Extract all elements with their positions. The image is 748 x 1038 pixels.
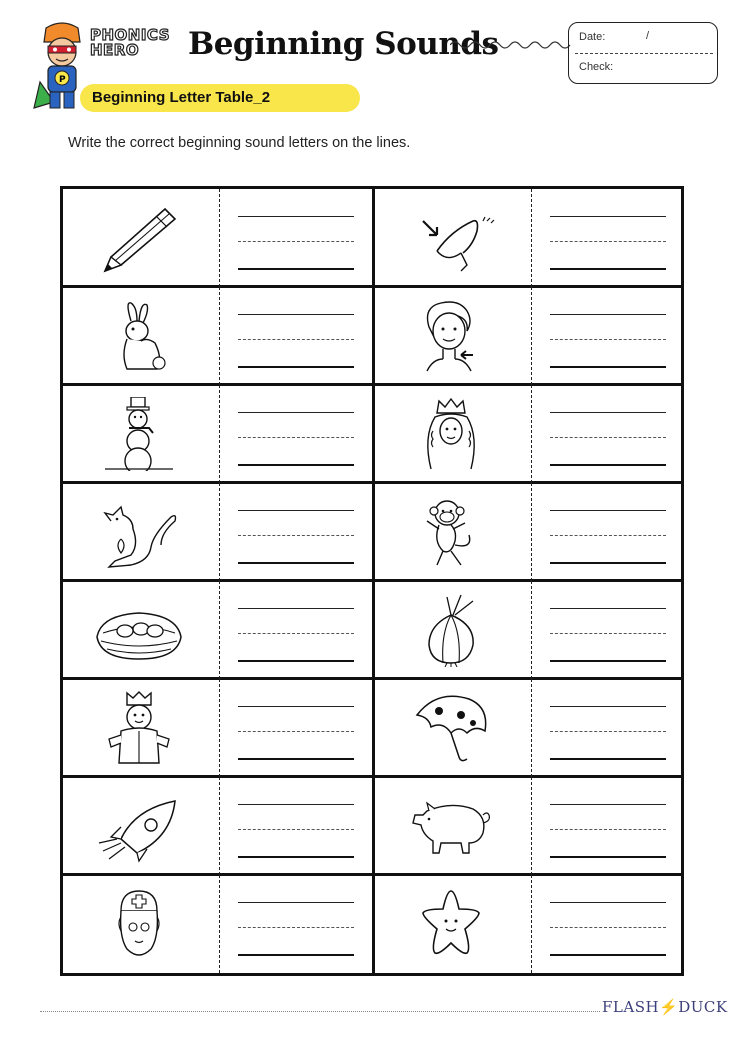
- writing-line[interactable]: [550, 314, 666, 315]
- writing-baseline: [238, 268, 354, 270]
- writing-baseline: [550, 562, 666, 564]
- rabbit-icon: [91, 299, 187, 373]
- writing-guide: [238, 633, 354, 634]
- writing-baseline: [238, 366, 354, 368]
- writing-guide: [238, 535, 354, 536]
- worksheet-cell-star: [375, 875, 684, 973]
- worksheet-cell-onion: [375, 581, 684, 679]
- writing-baseline: [550, 758, 666, 760]
- nurse-icon: [91, 887, 187, 961]
- kangaroo-icon: [91, 495, 187, 569]
- date-label: Date:: [579, 31, 606, 43]
- onion-icon: [403, 593, 499, 667]
- monkey-icon: [403, 495, 499, 569]
- worksheet-cell-rabbit: [63, 287, 372, 385]
- writing-line[interactable]: [550, 706, 666, 707]
- worksheet-cell-nest: [63, 581, 372, 679]
- worksheet-cell-queen: [375, 385, 684, 483]
- writing-line[interactable]: [238, 314, 354, 315]
- snowman-icon: [91, 397, 187, 471]
- cell-divider: [531, 287, 532, 385]
- worksheet-cell-king: [63, 679, 372, 777]
- cell-divider: [219, 679, 220, 777]
- cell-divider: [219, 581, 220, 679]
- writing-guide: [550, 731, 666, 732]
- writing-baseline: [238, 758, 354, 760]
- cell-divider: [219, 189, 220, 287]
- worksheet-cell-monkey: [375, 483, 684, 581]
- writing-line[interactable]: [550, 510, 666, 511]
- writing-baseline: [238, 954, 354, 956]
- cell-divider: [219, 385, 220, 483]
- cell-divider: [531, 875, 532, 973]
- writing-guide: [550, 927, 666, 928]
- cell-divider: [531, 581, 532, 679]
- subtitle-banner-text: Beginning Letter Table_2: [92, 89, 271, 106]
- cell-divider: [531, 483, 532, 581]
- cell-divider: [219, 777, 220, 875]
- brand-line-2: HERO: [90, 41, 140, 59]
- writing-line[interactable]: [238, 412, 354, 413]
- eyebrow-icon: [403, 201, 499, 275]
- writing-guide: [550, 339, 666, 340]
- flash-duck-logo: [602, 998, 728, 1016]
- brand-line-1: PHONICS: [90, 26, 171, 44]
- logo-left-text: FLASH: [602, 998, 660, 1016]
- cell-divider: [219, 483, 220, 581]
- writing-baseline: [238, 464, 354, 466]
- writing-guide: [550, 829, 666, 830]
- worksheet-cell-eyebrow: [375, 189, 684, 287]
- queen-icon: [403, 397, 499, 471]
- writing-guide: [238, 731, 354, 732]
- writing-guide: [238, 927, 354, 928]
- writing-baseline: [550, 268, 666, 270]
- writing-guide: [550, 241, 666, 242]
- cell-divider: [531, 189, 532, 287]
- writing-line[interactable]: [238, 608, 354, 609]
- writing-guide: [238, 339, 354, 340]
- worksheet-table: [60, 186, 684, 976]
- cell-divider: [219, 287, 220, 385]
- decorative-squiggle: [450, 38, 572, 52]
- lightning-bolt-icon: ⚡: [659, 998, 679, 1016]
- worksheet-cell-rocket: [63, 777, 372, 875]
- worksheet-cell-snowman: [63, 385, 372, 483]
- writing-guide: [238, 241, 354, 242]
- instructions-text: Write the correct beginning sound letters on the lines.: [68, 135, 411, 151]
- worksheet-cell-kangaroo: [63, 483, 372, 581]
- writing-guide: [550, 535, 666, 536]
- writing-line[interactable]: [238, 804, 354, 805]
- writing-line[interactable]: [238, 510, 354, 511]
- king-icon: [91, 691, 187, 765]
- footer-dotted-line: [40, 1011, 600, 1012]
- writing-guide: [550, 437, 666, 438]
- writing-line[interactable]: [238, 902, 354, 903]
- pig-icon: [403, 789, 499, 863]
- writing-baseline: [550, 464, 666, 466]
- cell-divider: [531, 385, 532, 483]
- date-divider: [575, 53, 713, 54]
- writing-line[interactable]: [550, 804, 666, 805]
- umbrella-icon: [403, 691, 499, 765]
- writing-baseline: [550, 366, 666, 368]
- writing-line[interactable]: [550, 216, 666, 217]
- page-title: Beginning Sounds: [188, 26, 499, 62]
- cell-divider: [531, 679, 532, 777]
- writing-line[interactable]: [238, 216, 354, 217]
- writing-guide: [238, 829, 354, 830]
- writing-line[interactable]: [238, 706, 354, 707]
- pencil-icon: [91, 201, 187, 275]
- writing-baseline: [550, 954, 666, 956]
- worksheet-cell-pig: [375, 777, 684, 875]
- writing-guide: [550, 633, 666, 634]
- cell-divider: [531, 777, 532, 875]
- worksheet-cell-pencil: [63, 189, 372, 287]
- worksheet-cell-umbrella: [375, 679, 684, 777]
- writing-baseline: [238, 856, 354, 858]
- brand-logo-text: [90, 28, 170, 58]
- star-icon: [403, 887, 499, 961]
- writing-line[interactable]: [550, 902, 666, 903]
- svg-text:P: P: [59, 75, 66, 85]
- writing-baseline: [238, 660, 354, 662]
- writing-guide: [238, 437, 354, 438]
- worksheet-cell-neck: [375, 287, 684, 385]
- writing-line[interactable]: [550, 412, 666, 413]
- neck-icon: [403, 299, 499, 373]
- rocket-icon: [91, 789, 187, 863]
- logo-right-text: DUCK: [678, 998, 728, 1016]
- worksheet-cell-nurse: [63, 875, 372, 973]
- cell-divider: [219, 875, 220, 973]
- writing-baseline: [550, 856, 666, 858]
- date-check-box: [568, 22, 718, 84]
- check-label: Check:: [579, 61, 614, 73]
- writing-baseline: [238, 562, 354, 564]
- date-separator: /: [646, 30, 650, 42]
- writing-line[interactable]: [550, 608, 666, 609]
- writing-baseline: [550, 660, 666, 662]
- nest-icon: [91, 593, 187, 667]
